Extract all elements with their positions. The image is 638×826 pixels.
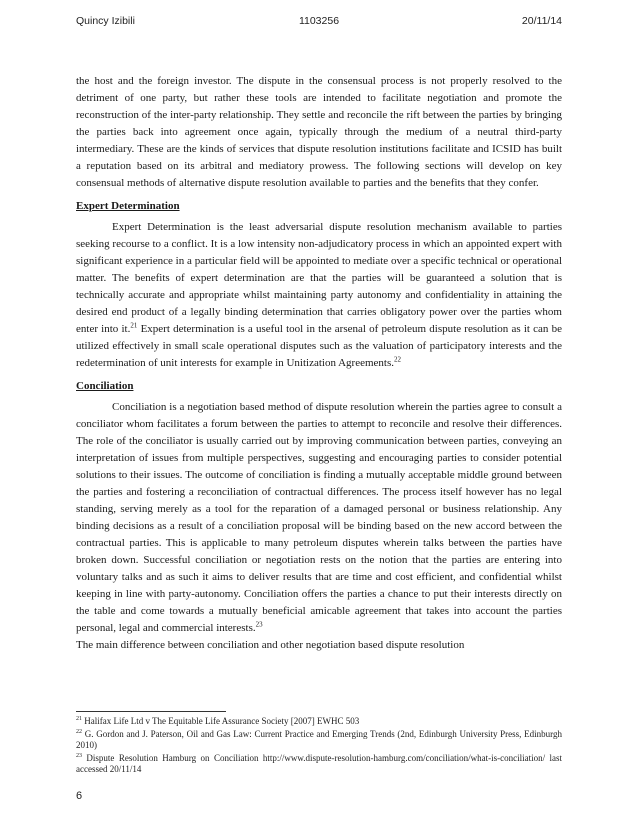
footnote-text: G. Gordon and J. Paterson, Oil and Gas Law: Current Practice and Emerging Trends (2nd, Edinburgh University Press, Edinburgh 2010) — [76, 728, 562, 750]
footnote-text: Dispute Resolution Hamburg on Conciliation http://www.dispute-resolution-hamburg.com/conciliation/what-is-conciliation/ last accessed 20/11/14 — [76, 752, 562, 774]
footnote-ref-23[interactable]: 23 — [255, 620, 263, 629]
heading-expert-determination: Expert Determination — [76, 200, 180, 212]
paragraph-main-difference: The main difference between conciliation and other negotiation based dispute resolution — [76, 639, 465, 651]
page-number: 6 — [76, 790, 83, 802]
footnote-21 — [76, 716, 562, 728]
paragraph-conciliation-text: Conciliation is a negotiation based method of dispute resolution wherein the parties agree to consult a conciliator whom facilitates a forum between the parties to attempt to reconcile and resolve their differences. The role of the conciliator is usually carried out by improving communication between parties, conveying an interpretation of issues from multiple perspectives, suggesting and encouraging parties to consider potential solutions to their issues. The outcome of conciliation is finding a mutually acceptable middle ground between the parties and fostering a reconciliation of contractual differences. The process itself however has no legal standing, serving merely as a tool for the reparation of a damaged personal or business relationship. Any binding decisions as a result of a conciliation proposal will be binding based on the new accord between the contractual parties. This is applicable to many petroleum disputes wherein talks between the parties have broken down. Successful conciliation or negotiation rests on the notion that the parties are entering into voluntary talks and as such it aims to deliver results that are time and cost efficient, and confidential whilst keeping in line with party-autonomy. Conciliation offers the parties a chance to put their interests directly on the table and come towards a mutually beneficial amicable agreement that takes into account the parties personal, legal and commercial interests. — [76, 401, 562, 634]
footnotes — [76, 716, 562, 777]
footnote-number: 23 — [76, 752, 82, 759]
page-header — [76, 15, 562, 31]
document-body — [76, 73, 562, 654]
header-date: 20/11/14 — [521, 15, 562, 27]
footnote-number: 21 — [76, 716, 82, 722]
header-author: Quincy Izibili — [76, 15, 135, 27]
footnote-text: Halifax Life Ltd v The Equitable Life Assurance Society [2007] EWHC 503 — [82, 716, 360, 726]
header-student-id: 1103256 — [298, 15, 340, 27]
heading-conciliation: Conciliation — [76, 380, 134, 392]
paragraph-expert-text-b: Expert determination is a useful tool in the arsenal of petroleum dispute resolution as it can be utilized effectively in small scale operational disputes such as the valuation of participatory interests and the redetermination of unit interests for example in Unitization Agreements. — [76, 323, 563, 369]
paragraph-expert-determination — [76, 219, 562, 372]
paragraph-expert-text-a: Expert Determination is the least adversarial dispute resolution mechanism available to parties seeking recourse to a conflict. It is a low intensity non-adjudicatory process in which an appointed expert with significant experience in a particular field will be appointed to mediate over a specific technical or operational matter. The benefits of expert determination are that the parties will be guaranteed a solution that is technically accurate and appropriate whilst maintaining party autonomy and confidentiality in attaining the desired end product of a legally binding determination that carries obligatory power over the parties whom enter into it. — [76, 221, 562, 335]
paragraph-intro: the host and the foreign investor. The dispute in the consensual process is not properly resolved to the detriment of one party, but rather these tools are intended to facilitate negotiation and promote the reconstruction of the inter-party relationship. They settle and reconcile the rift between the parties by bringing the parties back into agreement once again, typically through the medium of a neutral third-party intermediary. These are the kinds of services that dispute resolution institutions facilitate and ICSID has built a reputation based on its arbitral and mediatory prowess. The following sections will develop on key consensual methods of alternative dispute resolution available to parties and the benefits that they confer. — [76, 75, 562, 189]
footnote-number: 22 — [76, 728, 82, 735]
footnote-ref-21[interactable]: 21 — [130, 321, 138, 330]
footnote-ref-22[interactable]: 22 — [394, 355, 401, 364]
footnote-23 — [76, 753, 562, 776]
paragraph-conciliation — [76, 399, 562, 637]
footnote-divider — [76, 711, 226, 712]
footnote-22 — [76, 729, 562, 752]
